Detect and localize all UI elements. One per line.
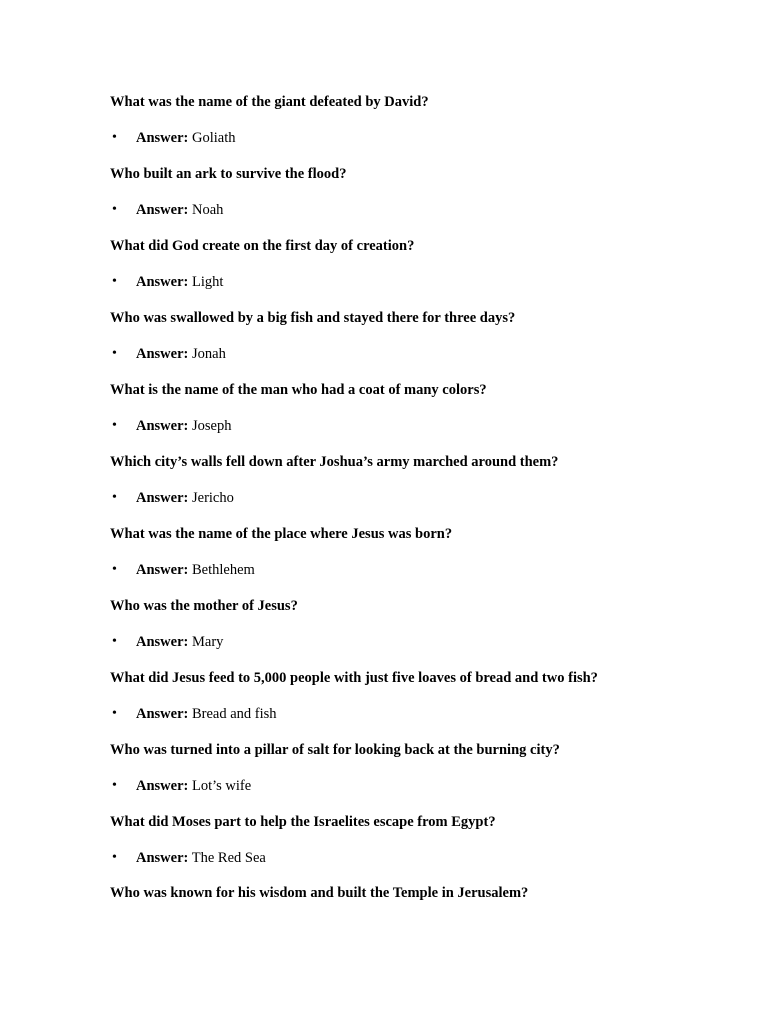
question-text: What was the name of the place where Jesus was born? [110,526,453,542]
qa-item [110,669,730,723]
qa-item [110,597,730,651]
answer-text: Goliath [191,130,236,146]
question-text: What is the name of the man who had a coat of many colors? [110,382,487,398]
answer-bullet [110,417,730,435]
question-text: Who was swallowed by a big fish and stayed there for three days? [110,310,516,326]
qa-item [110,309,730,363]
bullet-icon: • [112,778,117,793]
qa-item [110,93,730,147]
question-text: Who built an ark to survive the flood? [110,166,347,182]
bullet-icon: • [112,850,117,865]
bullet-icon: • [112,202,117,217]
answer-bullet [110,705,730,723]
answer-bullet [110,777,730,795]
answer-text: Bethlehem [191,562,255,578]
question-text: Which city’s walls fell down after Joshua’s army marched around them? [110,454,559,470]
answer-bullet [110,849,730,867]
answer-label: Answer: [136,634,189,650]
bullet-icon: • [112,418,117,433]
answer-text: Jericho [191,490,234,506]
answer-label: Answer: [136,274,189,290]
answer-label: Answer: [136,850,189,866]
answer-text: Lot’s wife [191,778,252,794]
answer-text: Noah [191,202,224,218]
answer-bullet [110,201,730,219]
answer-bullet [110,561,730,579]
qa-item [110,237,730,291]
question-text: What did Jesus feed to 5,000 people with just five loaves of bread and two fish? [110,670,598,686]
answer-label: Answer: [136,778,189,794]
question-text: Who was known for his wisdom and built the Temple in Jerusalem? [110,885,529,901]
answer-label: Answer: [136,562,189,578]
answer-label: Answer: [136,418,189,434]
answer-text: Light [191,274,224,290]
bullet-icon: • [112,634,117,649]
answer-label: Answer: [136,202,189,218]
answer-label: Answer: [136,490,189,506]
bullet-icon: • [112,490,117,505]
answer-bullet [110,633,730,651]
bullet-icon: • [112,562,117,577]
answer-bullet [110,129,730,147]
answer-label: Answer: [136,346,189,362]
answer-text: Joseph [191,418,232,434]
bullet-icon: • [112,130,117,145]
question-text: Who was turned into a pillar of salt for looking back at the burning city? [110,742,560,758]
answer-text: Bread and fish [191,706,277,722]
qa-item [110,525,730,579]
answer-label: Answer: [136,130,189,146]
answer-bullet [110,489,730,507]
answer-bullet [110,273,730,291]
qa-item [110,884,730,902]
question-text: Who was the mother of Jesus? [110,598,298,614]
question-text: What did God create on the first day of creation? [110,238,415,254]
answer-label: Answer: [136,706,189,722]
question-text: What was the name of the giant defeated by David? [110,94,429,110]
qa-item [110,813,730,867]
bullet-icon: • [112,274,117,289]
qa-item [110,381,730,435]
answer-bullet [110,345,730,363]
answer-text: Jonah [191,346,226,362]
bullet-icon: • [112,346,117,361]
answer-text: Mary [191,634,224,650]
question-text: What did Moses part to help the Israelites escape from Egypt? [110,814,496,830]
answer-text: The Red Sea [191,850,266,866]
bullet-icon: • [112,706,117,721]
qa-item [110,741,730,795]
qa-item [110,453,730,507]
qa-item [110,165,730,219]
